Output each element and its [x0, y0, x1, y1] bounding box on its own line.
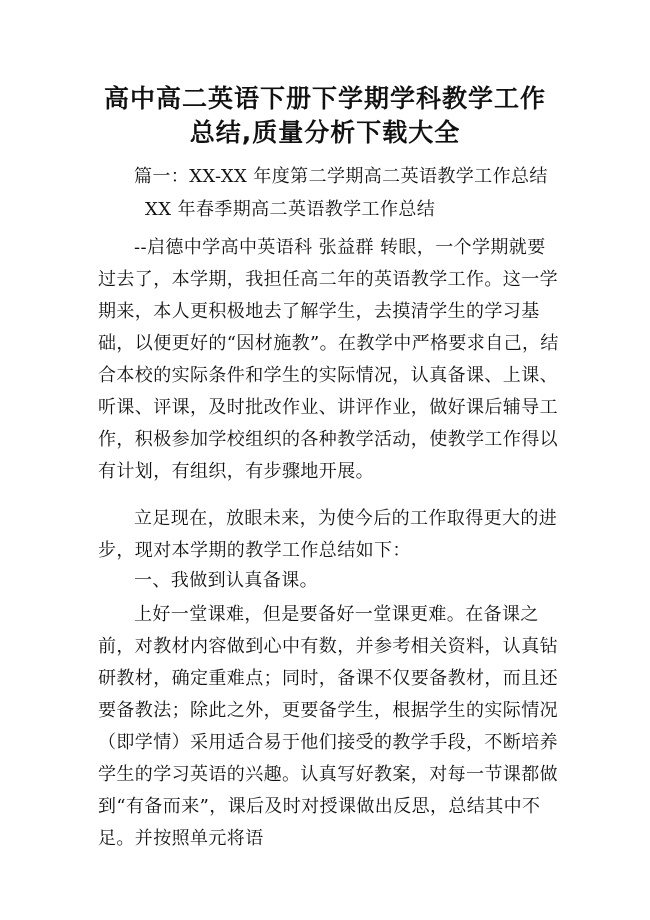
report-subtitle: XX 年春季期高二英语教学工作总结	[145, 199, 436, 220]
document-title-line-1: 高中高二英语下册下学期学科教学工作	[103, 84, 546, 113]
section-heading: 篇一：XX-XX 年度第二学期高二英语教学工作总结	[134, 166, 548, 187]
paragraph-intro: --启德中学高中英语科 张益群 转眼，一个学期就要过去了，本学期，我担任高二年的英语教学工作。这一学期来，本人更积极地去了解学生，去摸清学生的学习基础，以便更好的“因材施教”。在教学中严格要求自己，结合本校的实际条件和学生的实际情况，认真备课、上课、听课、评课，及时批改作业、讲评作业，做好课后辅导工作，积极参加学校组织的各种教学活动，使教学工作得以有计划，有组织，有步骤地开展。	[98, 237, 559, 482]
document-title-line-2: 总结,质量分析下载大全	[189, 118, 461, 147]
paragraph-summary-lead: 立足现在，放眼未来，为使今后的工作取得更大的进步，现对本学期的教学工作总结如下：	[98, 508, 558, 561]
paragraph-lesson-prep: 上好一堂课难，但是要备好一堂课更难。在备课之前，对教材内容做到心中有数，并参考相关资料，认真钻研教材，确定重难点；同时，备课不仅要备教材，而且还要备教法；除此之外，更要备学生，根据学生的实际情况（即学情）采用适合易于他们接受的教学手段，不断培养学生的学习英语的兴趣。认真写好教案，对每一节课都做到“有备而来”，课后及时对授课做出反思，总结其中不足。并按照单元将语	[98, 604, 558, 849]
section-item-heading: 一、我做到认真备课。	[134, 570, 318, 591]
